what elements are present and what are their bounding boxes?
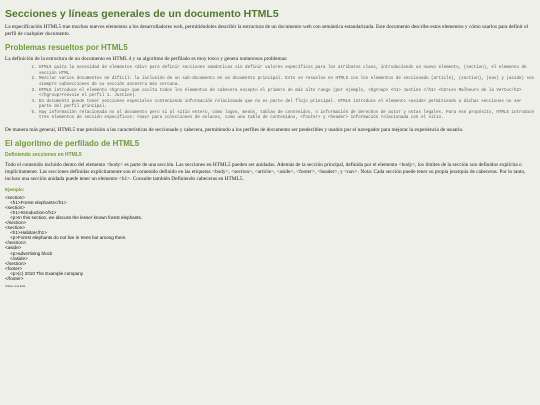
code-line: <p>In this section, we discuss the lesser known forest elephants. [5, 214, 143, 220]
code-line: <aside> [5, 245, 22, 251]
page-title: Secciones y líneas generales de un documento HTML5 [5, 8, 279, 20]
code-line: <p>advertising block [5, 250, 53, 256]
algorithm-heading: El algoritmo de perfilado de HTML5 [5, 139, 140, 149]
code-line: <section> [5, 225, 25, 231]
code-line: <p>Forest elephants do not live in trees but among them. [5, 235, 127, 241]
code-line: <section> [5, 204, 25, 210]
problems-list [5, 66, 535, 121]
example-label: Ejemplo: [5, 186, 25, 192]
problem-item: 4. En documento puede tener secciones especiales conteniendo información relacionada que no es parte del flujo principal. HTML5 introduce el elemento <aside> permitiendo a dichas secciones no ser parte del perfil principal. [39, 100, 535, 111]
problem-item: 5. Hay información relacionada no al documento pero si al sitio entero, como logos, menús, tablas de contenidos, o información de derechos de autor y notas legales. Para ese propósito, HTML5 introduce tres elementos de sección específicos: <nav> para colecciones de enlaces, como una tabla de contenidos, <footer> y <header> información relacionada con el sitio. [39, 111, 535, 122]
code-line: <section> [5, 194, 25, 200]
code-line: </section> [5, 260, 27, 266]
code-line: <footer> [5, 265, 23, 271]
problem-item: 1. HTML5 quita la necesidad de elementos <div> para definir secciones semánticas sin definir valores específicos para los atributos class, introduciendo un nuevo elemento, (section), el elemento de sección HTML. [39, 66, 535, 77]
problems-summary: De manera más general, HTML5 trae precisión a las características de seccionado y cabecera, permitiendo a los perfiles de documento ser predecibles y usados por el navegador para mejorar la experiencia de usuario. [5, 127, 464, 134]
code-example [5, 195, 535, 282]
code-line: <h1>Introduction</h1> [5, 209, 57, 215]
code-line: <p>(c) 2010 The Example company [5, 270, 84, 276]
code-line: </section> [5, 220, 27, 226]
back-to-list-link[interactable]: Volver a la lista [5, 284, 26, 289]
code-line: </section> [5, 240, 27, 246]
code-line: <h1>Habitat</h1> [5, 230, 47, 236]
problem-item: 3. HTML5 introduce el elemento <hgroup> que oculta todos los elementos de cabecera excepto el primero de más alto rango (por ejemplo, <hgroup> <h1> Justine </h1> <h2>Les Malheurs de la Vertu</h2> </hgroup>renvoie el perfil 1. Justine). [39, 89, 535, 100]
code-line: </footer> [5, 276, 24, 282]
code-line: </aside> [5, 255, 28, 261]
intro-paragraph: La especificación HTML5 trae muchos nuevos elementos a los desarrolladores web, permitiéndoles describir la estructura de un documento web con semántica estandarizada. Este documento describe estos elementos y cómo usarlos para definir el perfil de cualquier documento. [5, 24, 529, 37]
problems-heading: Problemas resueltos por HTML5 [5, 42, 128, 52]
problem-item: 2. Mezclar varios documentos en difícil: la inclusión de un sub-documento en un documento principal. Esto se resuelve en HTML5 con los elementos de seccionado (article), (section), (nav) y (aside) son siempre subsecciones de su sección ancestra más cercana. [39, 77, 535, 88]
problems-lead: La definición de la estructura de un documento en HTML 4 y su algoritmo de perfilado es muy tosco y genera numerosos problemas: [5, 55, 288, 62]
algorithm-body: Todo el contenido incluido dentro del elemento <body> es parte de una sección. Las secciones en HTML5 pueden ser anidadas. Además de la sección principal, definida por el elemento <body>, los límites de la sección son definidos explícita o implícitamente. Las secciones definidas explícitamente son el contenido definido en las etiquetas <body>, <section>, <article>, <aside>, <footer>, <header>, y <nav>. Nota: Cada sección puede tener su propia jerarquía de cabeceras. Por lo tanto, incluso una sección anidada puede tener un elemento <h1>. Consulte también Definiendo cabeceras en HTML5. [5, 162, 526, 182]
code-line: <h1>Forest elephants</h1> [5, 199, 67, 205]
defining-sections-heading: Definiendo secciones en HTML5 [5, 152, 82, 159]
